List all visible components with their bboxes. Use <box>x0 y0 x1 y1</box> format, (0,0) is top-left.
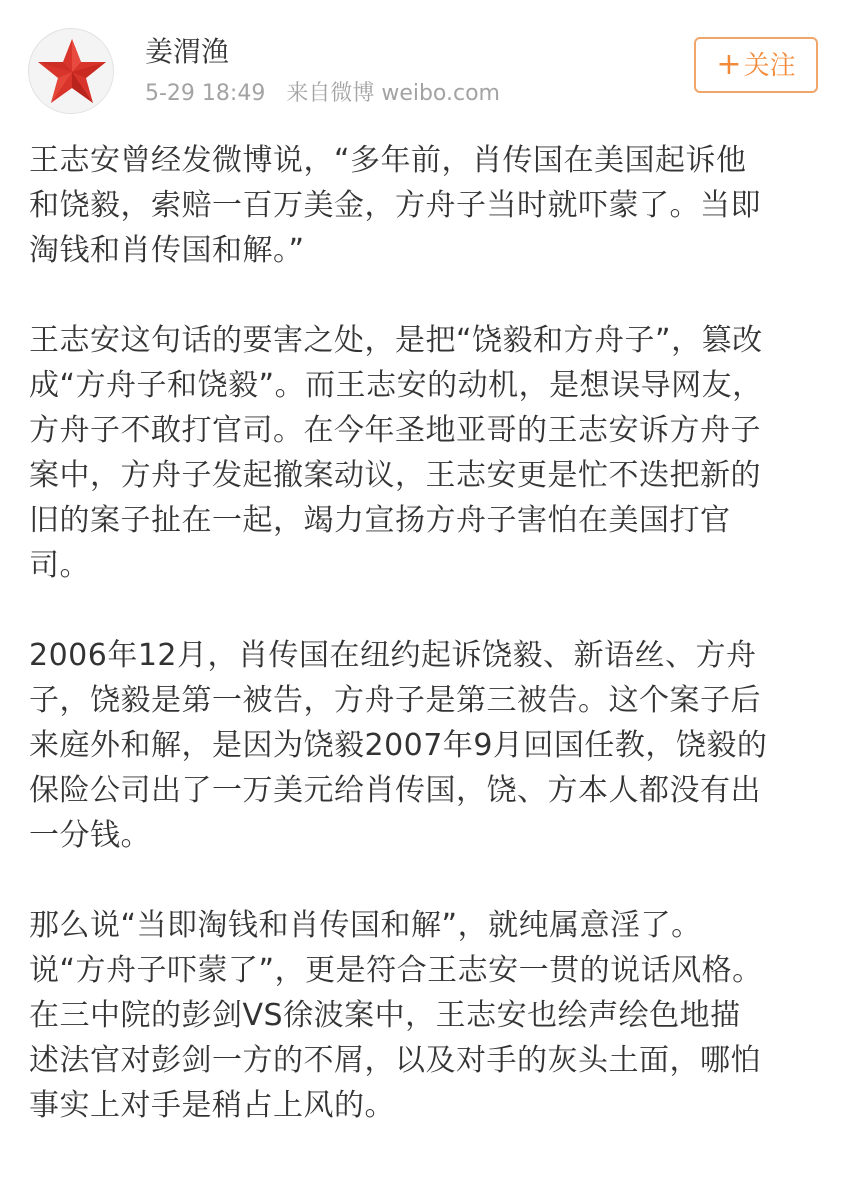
follow-button[interactable] <box>694 37 818 93</box>
post-line: 那么说“当即淘钱和肖传国和解”，就纯属意淫了。 <box>29 908 702 943</box>
post-line: 事实上对手是稍占上风的。 <box>29 1088 395 1123</box>
post-paragraph <box>29 903 819 1128</box>
post-content <box>29 138 819 1173</box>
post-paragraph <box>29 633 819 858</box>
post-header <box>0 0 847 120</box>
post-line: 子，饶毅是第一被告，方舟子是第三被告。这个案子后 <box>29 683 761 718</box>
post-paragraph <box>29 138 819 273</box>
post-line: 王志安这句话的要害之处，是把“饶毅和方舟子”，篡改 <box>29 323 763 358</box>
avatar[interactable] <box>28 28 114 114</box>
post-line: 淘钱和肖传国和解。” <box>29 233 305 268</box>
post-source[interactable]: 来自微博 weibo.com <box>286 81 500 106</box>
post-line: 在三中院的彭剑VS徐波案中，王志安也绘声绘色地描 <box>29 998 741 1033</box>
post-line: 和饶毅，索赔一百万美金，方舟子当时就吓蒙了。当即 <box>29 188 761 223</box>
red-star-icon <box>29 29 114 114</box>
post-line: 案中，方舟子发起撤案动议，王志安更是忙不迭把新的 <box>29 458 761 493</box>
post-paragraph <box>29 318 819 588</box>
post-line: 成“方舟子和饶毅”。而王志安的动机，是想误导网友， <box>29 368 763 403</box>
post-line: 方舟子不敢打官司。在今年圣地亚哥的王志安诉方舟子 <box>29 413 761 448</box>
post-meta <box>145 80 500 108</box>
post-line: 述法官对彭剑一方的不屑，以及对手的灰头土面，哪怕 <box>29 1043 761 1078</box>
post-line: 2006年12月，肖传国在纽约起诉饶毅、新语丝、方舟 <box>29 638 757 673</box>
post-line: 旧的案子扯在一起，竭力宣扬方舟子害怕在美国打官 <box>29 503 731 538</box>
follow-label: 关注 <box>743 51 796 81</box>
post-line: 一分钱。 <box>29 818 151 853</box>
post-line: 说“方舟子吓蒙了”，更是符合王志安一贯的说话风格。 <box>29 953 763 988</box>
user-name[interactable]: 姜渭渔 <box>145 35 230 68</box>
plus-icon: + <box>716 47 742 82</box>
post-timestamp: 5-29 18:49 <box>145 81 266 106</box>
post-line: 来庭外和解，是因为饶毅2007年9月回国任教，饶毅的 <box>29 728 768 763</box>
post-line: 保险公司出了一万美元给肖传国，饶、方本人都没有出 <box>29 773 761 808</box>
post-line: 司。 <box>29 548 90 583</box>
post-line: 王志安曾经发微博说，“多年前，肖传国在美国起诉他 <box>29 143 747 178</box>
